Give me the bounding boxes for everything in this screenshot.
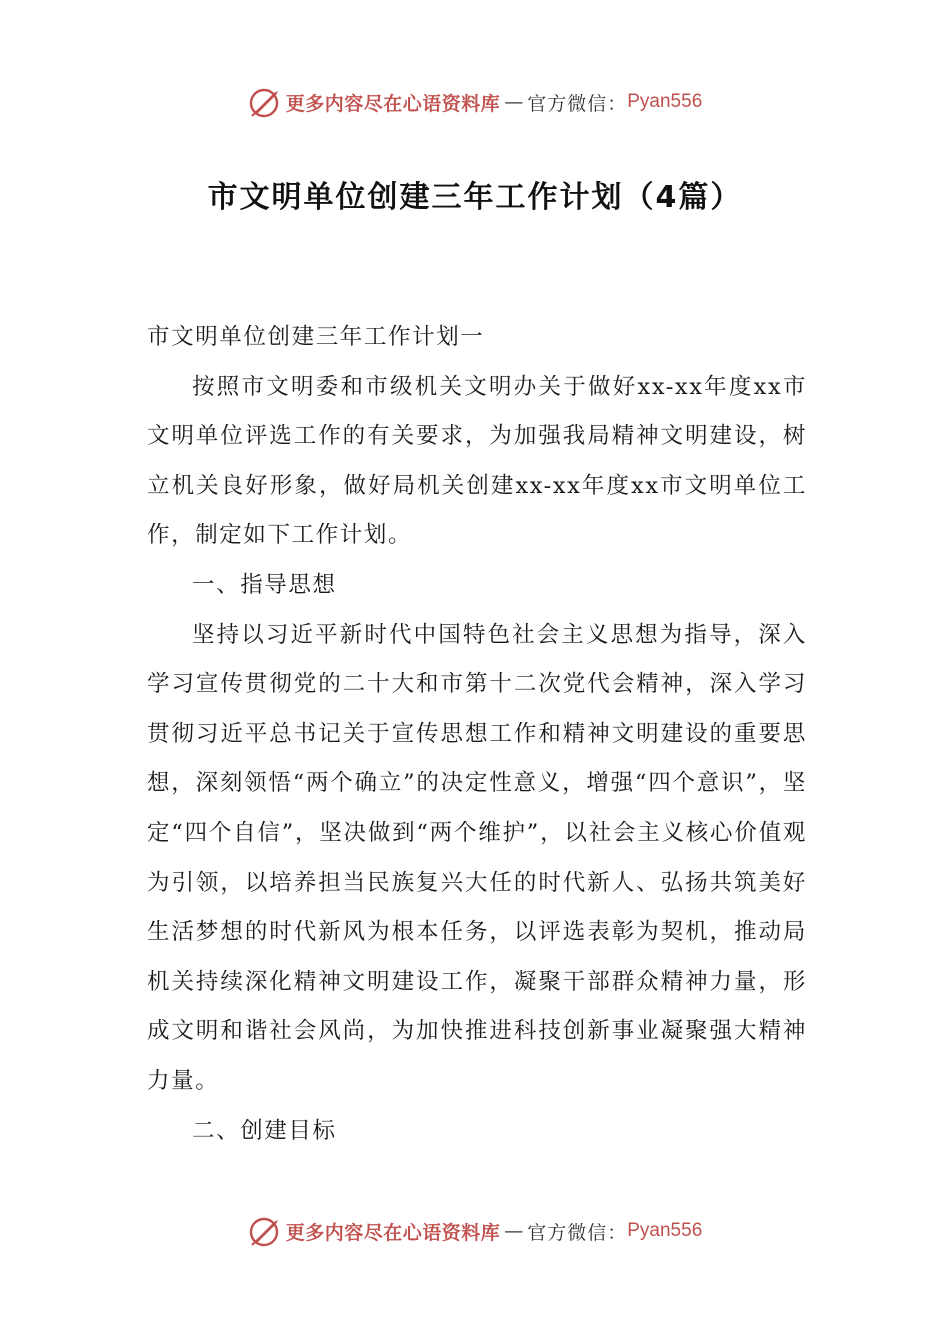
paragraph-guiding-ideology: 坚持以习近平新时代中国特色社会主义思想为指导，深入学习宣传贯彻党的二十大和市第十二次党代会精神，深入学习贯彻习近平总书记关于宣传思想工作和精神文明建设的重要思想，深刻领悟“两个确立”的决定性意义，增强“四个意识”，坚定“四个自信”，坚决做到“两个维护”，以社会主义核心价值观为引领，以培养担当民族复兴大任的时代新人、弘扬共筑美好生活梦想的时代新风为根本任务，以评选表彰为契机，推动局机关持续深化精神文明建设工作，凝聚干部群众精神力量，形成文明和谐社会风尚，为加快推进科技创新事业凝聚强大精神力量。	[147, 621, 807, 1094]
watermark-contact-label: 官方微信：	[527, 92, 628, 115]
section-heading-guiding-ideology: 一、指导思想	[192, 571, 337, 598]
section-heading-goals: 二、创建目标	[192, 1117, 337, 1144]
document-subtitle: 市文明单位创建三年工作计划一	[147, 324, 485, 350]
footer-watermark	[0, 1211, 950, 1251]
watermark-text: 更多内容尽在心语资料库	[285, 1221, 501, 1244]
watermark-dash: —	[504, 1220, 524, 1242]
watermark-dash: —	[504, 91, 524, 113]
pen-logo-icon	[248, 1214, 282, 1248]
watermark-contact-id: Pyan556	[627, 91, 703, 112]
watermark-contact-label: 官方微信：	[527, 1221, 628, 1244]
document-body	[147, 313, 807, 1156]
pen-logo-icon	[248, 85, 282, 119]
paragraph-intro: 按照市文明委和市级机关文明办关于做好xx-xx年度xx市文明单位评选工作的有关要求，为加强我局精神文明建设，树立机关良好形象，做好局机关创建xx-xx年度xx市文明单位工作，制定如下工作计划。	[147, 373, 807, 549]
header-watermark	[0, 82, 950, 122]
watermark-contact-id: Pyan556	[627, 1220, 703, 1241]
document-title: 市文明单位创建三年工作计划（4篇）	[207, 180, 743, 215]
watermark-text: 更多内容尽在心语资料库	[285, 92, 501, 115]
